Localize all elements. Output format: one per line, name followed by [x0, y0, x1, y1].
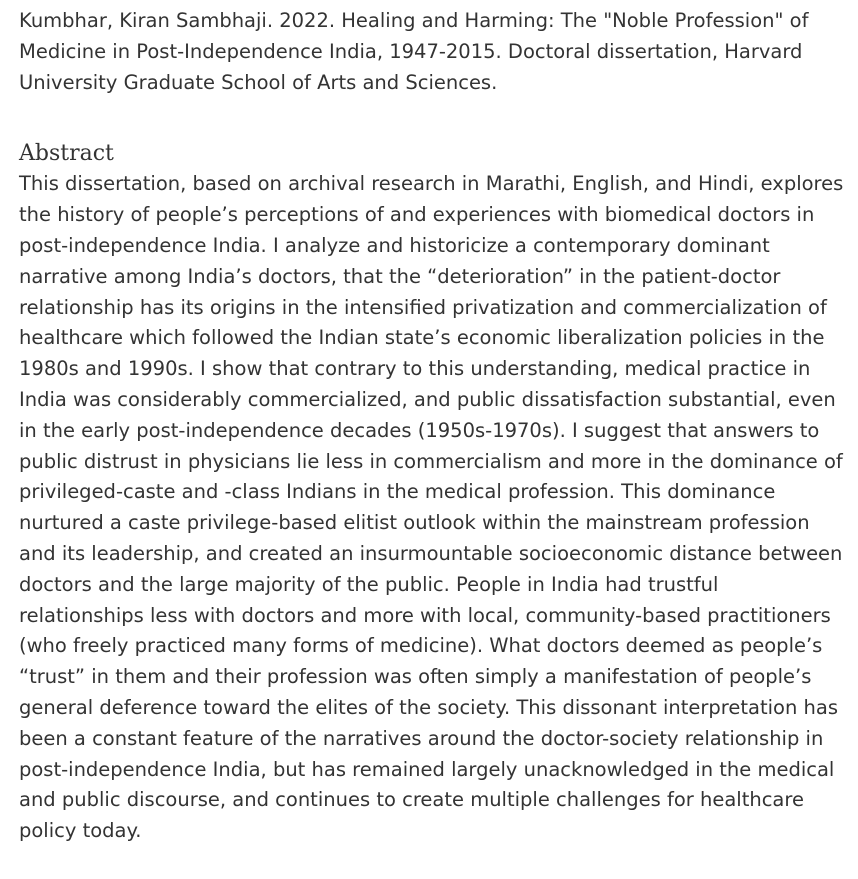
- citation-text: Kumbhar, Kiran Sambhaji. 2022. Healing and Harming: The "Noble Profession" of Medicine in Post-Independence India, 1947-2015. Doctoral dissertation, Harvard University Graduate School of Arts and Sciences.: [19, 9, 809, 94]
- document-page: [19, 6, 849, 847]
- abstract-text: This dissertation, based on archival research in Marathi, English, and Hindi, explores the history of people’s perceptions of and experiences with biomedical doctors in post-independence India. I analyze and historicize a contemporary dominant narrative among India’s doctors, that the “deterioration” in the patient-doctor relationship has its origins in the intensified privatization and commercialization of healthcare which followed the Indian state’s economic liberalization policies in the 1980s and 1990s. I show that contrary to this understanding, medical practice in India was considerably commercialized, and public dissatisfaction substantial, even in the early post-independence decades (1950s-1970s). I suggest that answers to public distrust in physicians lie less in commercialism and more in the dominance of privileged-caste and -class Indians in the medical profession. This dominance nurtured a caste privilege-based elitist outlook within the mainstream profession and its leadership, and created an insurmountable socioeconomic distance between doctors and the large majority of the public. People in India had trustful relationships less with doctors and more with local, community-based practitioners (who freely practiced many forms of medicine). What doctors deemed as people’s “trust” in them and their profession was often simply a manifestation of people’s general deference toward the elites of the society. This dissonant interpretation has been a constant feature of the narratives around the doctor-society relationship in post-independence India, but has remained largely unacknowledged in the medical and public discourse, and continues to create multiple challenges for healthcare policy today.: [19, 172, 844, 843]
- abstract-heading: Abstract: [19, 141, 114, 167]
